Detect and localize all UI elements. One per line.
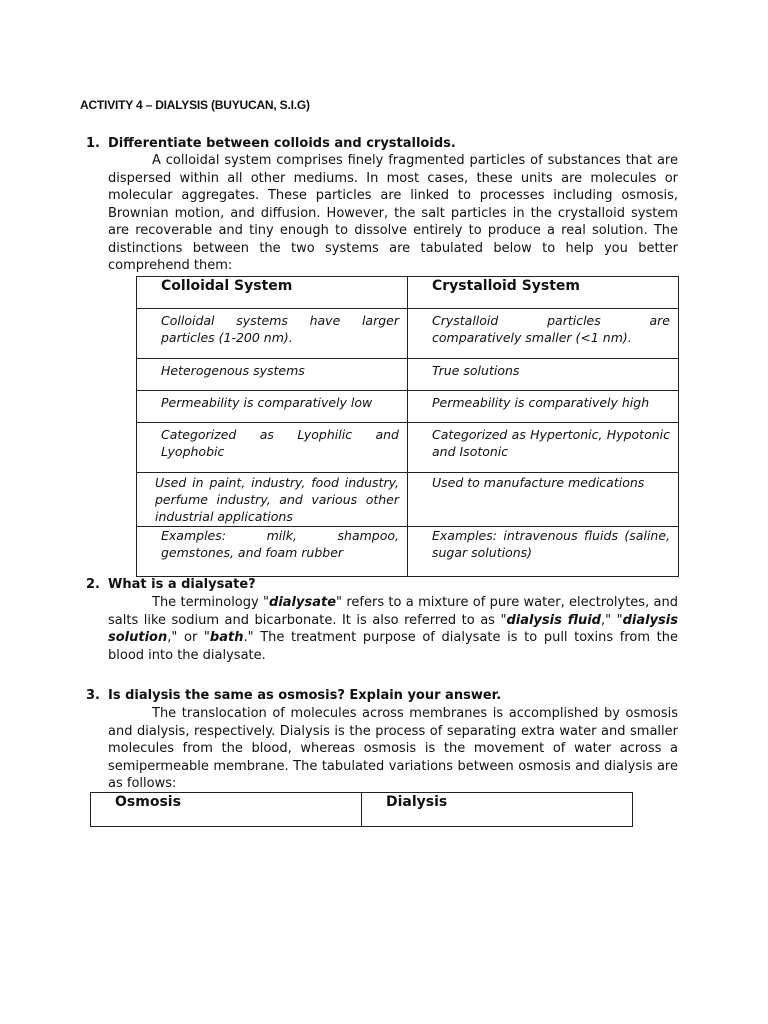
question-1-answer	[108, 152, 678, 275]
term-dialysate: dialysate	[269, 595, 337, 610]
term-bath: bath	[209, 630, 244, 645]
table-cell	[137, 423, 408, 473]
q2-text-part: The terminology "	[152, 595, 270, 610]
question-2-number: 2.	[86, 577, 100, 592]
table-row	[137, 391, 679, 423]
cell-text: Examples: milk, shampoo, gemstones, and foam rubber	[161, 528, 399, 560]
cell-text: Heterogenous systems	[161, 363, 305, 378]
table-cell	[408, 359, 679, 391]
q2-text-part: ," "	[600, 612, 623, 628]
cell-text: Crystalloid particles are comparatively smaller (<1 nm).	[432, 313, 670, 345]
table-cell	[137, 527, 408, 577]
question-2	[86, 576, 256, 594]
table-header-cell	[137, 277, 408, 309]
question-1-number: 1.	[86, 136, 100, 151]
cell-text: Permeability is comparatively high	[432, 395, 650, 410]
table-row	[137, 473, 679, 527]
header-dialysis: Dialysis	[386, 794, 448, 810]
header-osmosis: Osmosis	[115, 794, 181, 810]
colloid-crystalloid-table	[136, 276, 679, 577]
table-row	[137, 309, 679, 359]
table-cell	[408, 473, 679, 527]
question-3-text: Is dialysis the same as osmosis? Explain your answer.	[108, 688, 502, 703]
table-cell	[137, 359, 408, 391]
table-row	[137, 423, 679, 473]
activity-title: ACTIVITY 4 – DIALYSIS (BUYUCAN, S.I.G)	[80, 98, 310, 112]
table-cell	[408, 423, 679, 473]
table-cell	[137, 473, 408, 527]
question-1	[86, 135, 456, 153]
question-3-number: 3.	[86, 688, 100, 703]
osmosis-dialysis-table	[90, 792, 633, 827]
term-dialysis-solution: dialysis solution	[108, 612, 678, 645]
table-header-row	[91, 793, 633, 827]
question-3-answer	[108, 705, 678, 793]
question-2-text: What is a dialysate?	[108, 577, 256, 592]
table-header-cell	[362, 793, 633, 827]
cell-text: Colloidal systems have larger particles (1-200 nm).	[161, 313, 399, 345]
table-cell	[408, 309, 679, 359]
q2-text-part: ." The treatment purpose of dialysate is to pull toxins from the blood into the dialysate.	[108, 630, 679, 663]
cell-text: True solutions	[432, 363, 520, 378]
table-cell	[137, 309, 408, 359]
table-header-cell	[408, 277, 679, 309]
question-2-answer	[108, 594, 678, 664]
header-colloidal: Colloidal System	[161, 278, 293, 294]
term-dialysis-fluid: dialysis fluid	[506, 612, 601, 628]
question-1-text: Differentiate between colloids and crystalloids.	[108, 136, 456, 151]
table-header-row	[137, 277, 679, 309]
table-cell	[408, 391, 679, 423]
header-crystalloid: Crystalloid System	[432, 278, 581, 294]
cell-text: Categorized as Hypertonic, Hypotonic and Isotonic	[432, 427, 670, 459]
table-row	[137, 527, 679, 577]
cell-text: Used to manufacture medications	[432, 475, 645, 490]
table-header-cell	[91, 793, 362, 827]
q2-text-part: ," or "	[167, 630, 210, 645]
table-cell	[408, 527, 679, 577]
cell-text: Permeability is comparatively low	[161, 395, 373, 410]
question-3	[86, 687, 501, 705]
table-row	[137, 359, 679, 391]
question-3-answer-text: The translocation of molecules across membranes is accomplished by osmosis and dialysis, respectively. Dialysis is the process of separating extra water and smaller molecules from the blood, whereas osmosis is the movement of water across a semipermeable membrane. The tabulated variations between osmosis and dialysis are as follows:	[108, 706, 678, 791]
table-cell	[137, 391, 408, 423]
q2-text-part: " refers to a mixture of pure water, electrolytes, and salts like sodium and bicarbonate. It is also referred to as "	[108, 595, 678, 628]
cell-text: Used in paint, industry, food industry, perfume industry, and various other industrial applications	[155, 475, 399, 524]
cell-text: Categorized as Lyophilic and Lyophobic	[161, 427, 399, 459]
question-1-answer-text: A colloidal system comprises finely fragmented particles of substances that are dispersed within all other mediums. In most cases, these units are molecules or molecular aggregates. These particles are linked to processes including osmosis, Brownian motion, and diffusion. However, the salt particles in the crystalloid system are recoverable and tiny enough to dissolve entirely to produce a real solution. The distinctions between the two systems are tabulated below to help you better comprehend them:	[108, 153, 678, 273]
cell-text: Examples: intravenous fluids (saline, sugar solutions)	[432, 528, 670, 560]
